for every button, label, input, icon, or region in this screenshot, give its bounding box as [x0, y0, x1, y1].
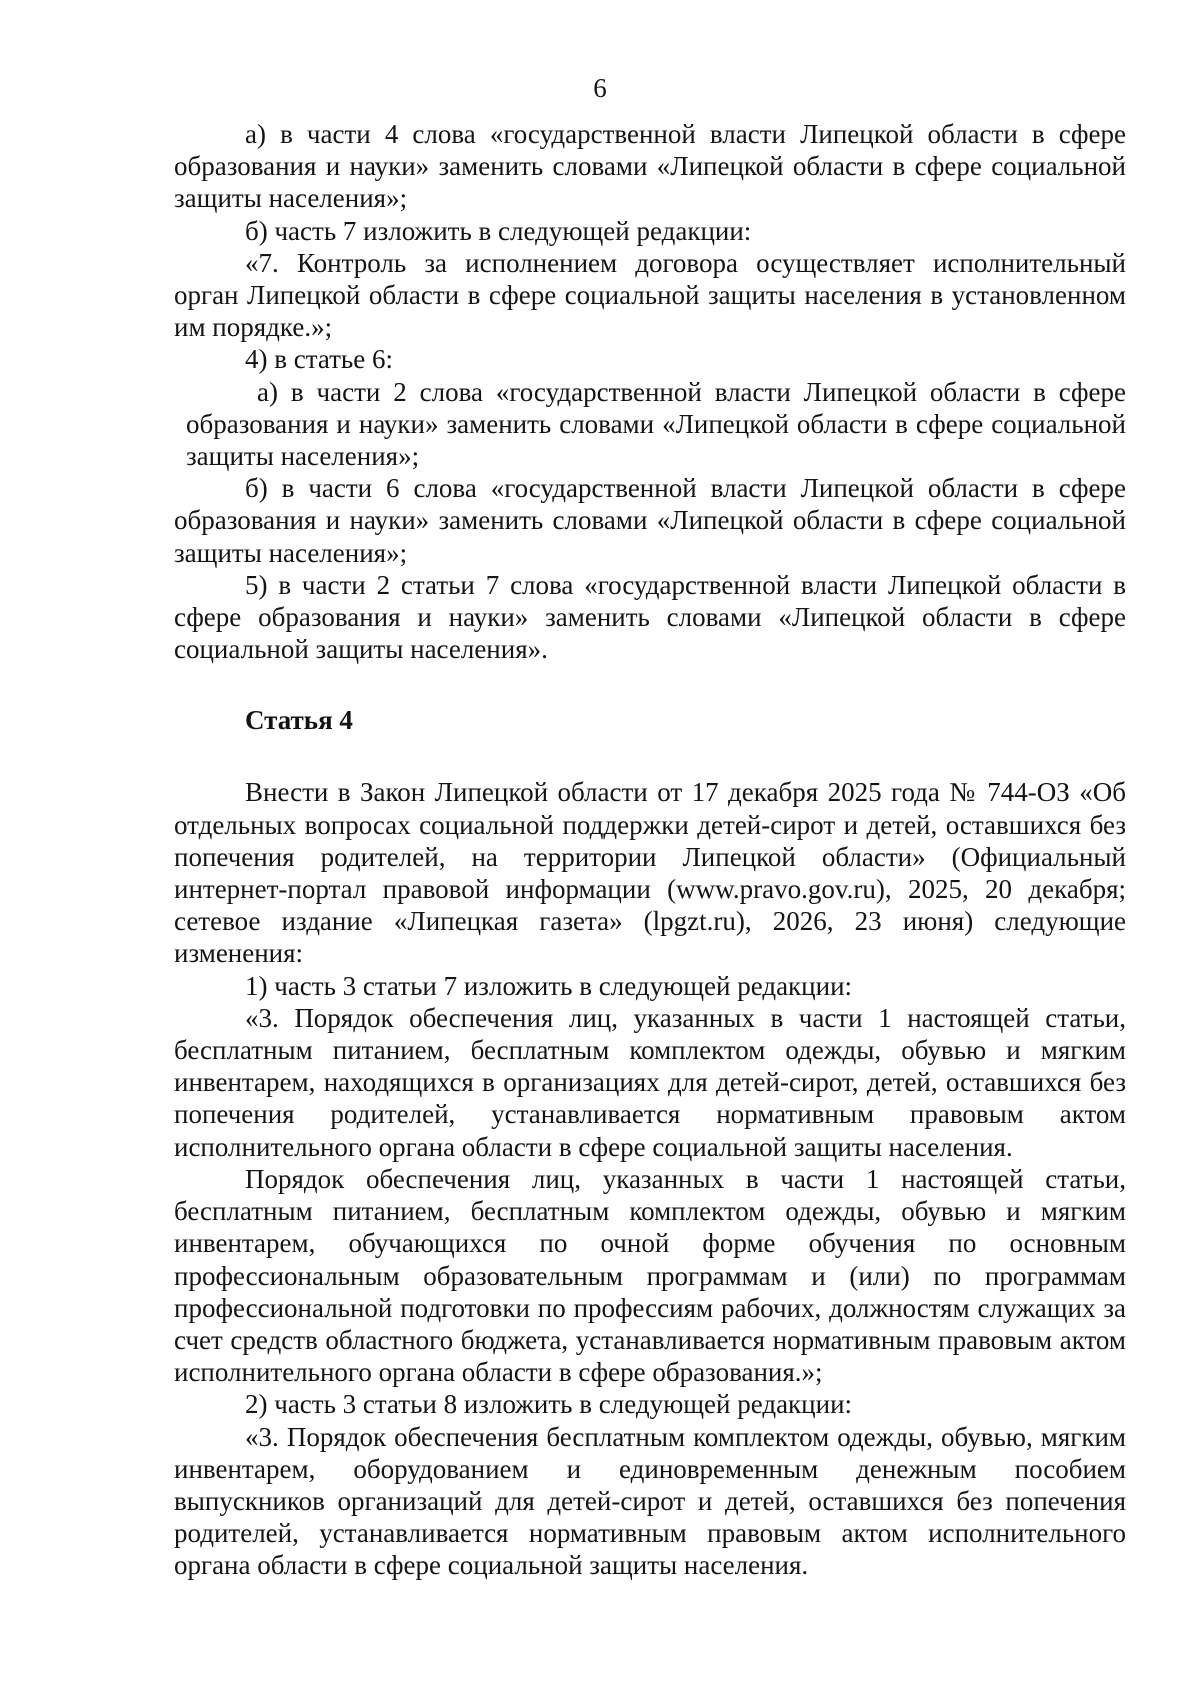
paragraph: 1) часть 3 статьи 7 изложить в следующей редакции:	[245, 970, 853, 1001]
paragraph: «7. Контроль за исполнением договора осуществляет исполнительный орган Липецкой области в сфере социальной защиты населения в установленном им порядке.»;	[174, 247, 1126, 343]
paragraph: б) часть 7 изложить в следующей редакции:	[245, 215, 752, 246]
paragraph: Порядок обеспечения лиц, указанных в части 1 настоящей статьи, бесплатным питанием, бесплатным комплектом одежды, обувью и мягким инвентарем, обучающихся по очной форме обучения по основным профессиональным образовательным программам и (или) по программам профессиональной подготовки по профессиям рабочих, должностям служащих за счет средств областного бюджета, устанавливается нормативным правовым актом исполнительного органа области в сфере образования.»;	[174, 1163, 1126, 1388]
paragraph: Внести в Закон Липецкой области от 17 декабря 2025 года № 744-ОЗ «Об отдельных вопросах социальной поддержки детей-сирот и детей, оставшихся без попечения родителей, на территории Липецкой области» (Официальный интернет-портал правовой информации (www.pravo.gov.ru), 2025, 20 декабря; сетевое издание «Липецкая газета» (lpgzt.ru), 2026, 23 июня) следующие изменения:	[174, 777, 1126, 969]
paragraph: 4) в статье 6:	[245, 344, 393, 375]
paragraph: 5) в части 2 статьи 7 слова «государственной власти Липецкой области в сфере образования и науки» заменить словами «Липецкой области в сфере социальной защиты населения».	[174, 569, 1126, 665]
document-body	[174, 118, 1126, 1582]
paragraph: а) в части 2 слова «государственной власти Липецкой области в сфере образования и науки» заменить словами «Липецкой области в сфере социальной защиты населения»;	[186, 376, 1126, 472]
paragraph: 2) часть 3 статьи 8 изложить в следующей редакции:	[245, 1389, 853, 1420]
paragraph: а) в части 4 слова «государственной власти Липецкой области в сфере образования и науки» заменить словами «Липецкой области в сфере социальной защиты населения»;	[174, 119, 1126, 214]
paragraph: б) в части 6 слова «государственной власти Липецкой области в сфере образования и науки» заменить словами «Липецкой области в сфере социальной защиты населения»;	[174, 473, 1126, 568]
article-heading: Статья 4	[245, 705, 353, 736]
paragraph: «3. Порядок обеспечения бесплатным комплектом одежды, обувью, мягким инвентарем, оборудованием и единовременным денежным пособием выпускников организаций для детей-сирот и детей, оставшихся без попечения родителей, устанавливается нормативным правовым актом исполнительного органа области в сфере социальной защиты населения.	[174, 1421, 1126, 1581]
page-number: 6	[593, 73, 607, 103]
paragraph: «3. Порядок обеспечения лиц, указанных в части 1 настоящей статьи, бесплатным питанием, бесплатным комплектом одежды, обувью и мягким инвентарем, находящихся в организациях для детей-сирот, детей, оставшихся без попечения родителей, устанавливается нормативным правовым актом исполнительного органа области в сфере социальной защиты населения.	[174, 1002, 1126, 1162]
